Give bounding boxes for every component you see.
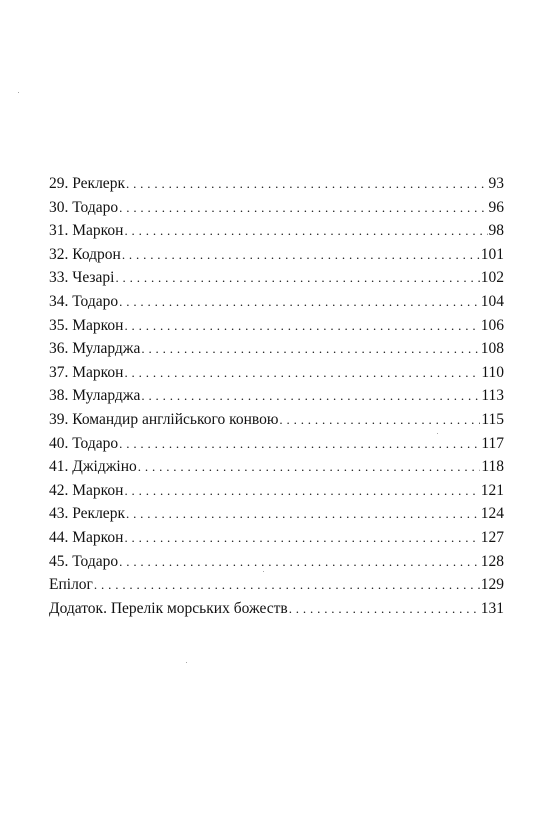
toc-entry-page: 117 bbox=[481, 434, 504, 452]
table-of-contents bbox=[49, 172, 504, 620]
toc-entry-title: 42. Маркон bbox=[49, 481, 124, 499]
toc-entry-title: 39. Командир англійського конвою bbox=[49, 410, 279, 428]
toc-leader-dots bbox=[94, 573, 480, 597]
toc-entry-page: 128 bbox=[480, 552, 504, 570]
toc-entry bbox=[49, 526, 504, 550]
toc-entry-page: 106 bbox=[480, 316, 504, 334]
toc-leader-dots bbox=[126, 502, 480, 526]
toc-entry-title: 29. Реклерк bbox=[49, 175, 125, 192]
toc-entry bbox=[49, 243, 504, 267]
toc-entry-title: 33. Чезарі bbox=[49, 269, 115, 287]
toc-entry-page: 113 bbox=[481, 387, 504, 405]
toc-entry bbox=[49, 384, 504, 408]
toc-entry-page: 118 bbox=[481, 458, 504, 476]
toc-entry-title: 38. Муларджа bbox=[49, 387, 141, 405]
toc-entry-page: 121 bbox=[480, 481, 504, 499]
toc-entry bbox=[49, 432, 504, 456]
toc-entry-page: 127 bbox=[480, 528, 504, 546]
toc-entry bbox=[49, 361, 504, 385]
toc-leader-dots bbox=[126, 172, 488, 196]
toc-leader-dots bbox=[141, 384, 480, 408]
toc-entry bbox=[49, 196, 504, 220]
toc-entry-title: 30. Тодаро bbox=[49, 198, 119, 216]
toc-entry-title: 40. Тодаро bbox=[49, 434, 119, 452]
toc-leader-dots bbox=[124, 361, 480, 385]
toc-entry-page: 115 bbox=[481, 410, 504, 428]
toc-entry-page: 98 bbox=[488, 222, 504, 240]
toc-entry bbox=[49, 502, 504, 526]
toc-leader-dots bbox=[124, 526, 479, 550]
toc-entry bbox=[49, 479, 504, 503]
toc-leader-dots bbox=[279, 408, 480, 432]
toc-entry bbox=[49, 314, 504, 338]
paper-speck bbox=[186, 662, 187, 663]
toc-entry bbox=[49, 337, 504, 361]
toc-entry bbox=[49, 266, 504, 290]
toc-entry bbox=[49, 597, 504, 621]
toc-entry-page: 124 bbox=[480, 505, 504, 523]
toc-leader-dots bbox=[115, 266, 479, 290]
paper-speck bbox=[263, 571, 264, 572]
toc-entry-title: 32. Кодрон bbox=[49, 245, 121, 263]
toc-entry-title: Додаток. Перелік морських божеств bbox=[49, 599, 288, 617]
toc-leader-dots bbox=[119, 432, 480, 456]
toc-leader-dots bbox=[119, 550, 480, 574]
toc-entry-page: 131 bbox=[480, 599, 504, 617]
toc-entry bbox=[49, 408, 504, 432]
toc-entry-page: 110 bbox=[481, 363, 504, 381]
toc-entry bbox=[49, 290, 504, 314]
toc-entry-title: 35. Маркон bbox=[49, 316, 124, 334]
toc-entry-page: 104 bbox=[480, 292, 504, 310]
toc-leader-dots bbox=[119, 196, 487, 220]
toc-leader-dots bbox=[141, 337, 479, 361]
toc-leader-dots bbox=[122, 243, 480, 267]
toc-entry-title: 41. Джіджіно bbox=[49, 458, 137, 476]
toc-entry-title: 44. Маркон bbox=[49, 528, 124, 546]
toc-entry bbox=[49, 573, 504, 597]
toc-entry-title: 43. Реклерк bbox=[49, 505, 125, 523]
toc-leader-dots bbox=[124, 314, 479, 338]
toc-entry-title: Епілог bbox=[49, 576, 93, 594]
toc-entry-title: 31. Маркон bbox=[49, 222, 124, 240]
toc-entry-title: 45. Тодаро bbox=[49, 552, 119, 570]
paper-speck bbox=[18, 92, 19, 93]
toc-entry bbox=[49, 219, 504, 243]
toc-entry-page: 108 bbox=[480, 340, 504, 358]
toc-leader-dots bbox=[119, 290, 480, 314]
toc-entry-page: 93 bbox=[488, 175, 504, 192]
toc-leader-dots bbox=[138, 455, 481, 479]
toc-entry-page: 102 bbox=[480, 269, 504, 287]
toc-entry-title: 37. Маркон bbox=[49, 363, 124, 381]
toc-leader-dots bbox=[124, 219, 487, 243]
toc-entry-page: 96 bbox=[488, 198, 504, 216]
toc-entry-title: 36. Муларджа bbox=[49, 340, 141, 358]
toc-entry bbox=[49, 455, 504, 479]
toc-entry-title: 34. Тодаро bbox=[49, 292, 119, 310]
toc-leader-dots bbox=[289, 597, 480, 621]
toc-entry-page: 101 bbox=[480, 245, 504, 263]
toc-entry bbox=[49, 550, 504, 574]
toc-entry-page: 129 bbox=[480, 576, 504, 594]
toc-entry bbox=[49, 172, 504, 196]
toc-leader-dots bbox=[124, 479, 479, 503]
paper-speck bbox=[437, 433, 438, 434]
